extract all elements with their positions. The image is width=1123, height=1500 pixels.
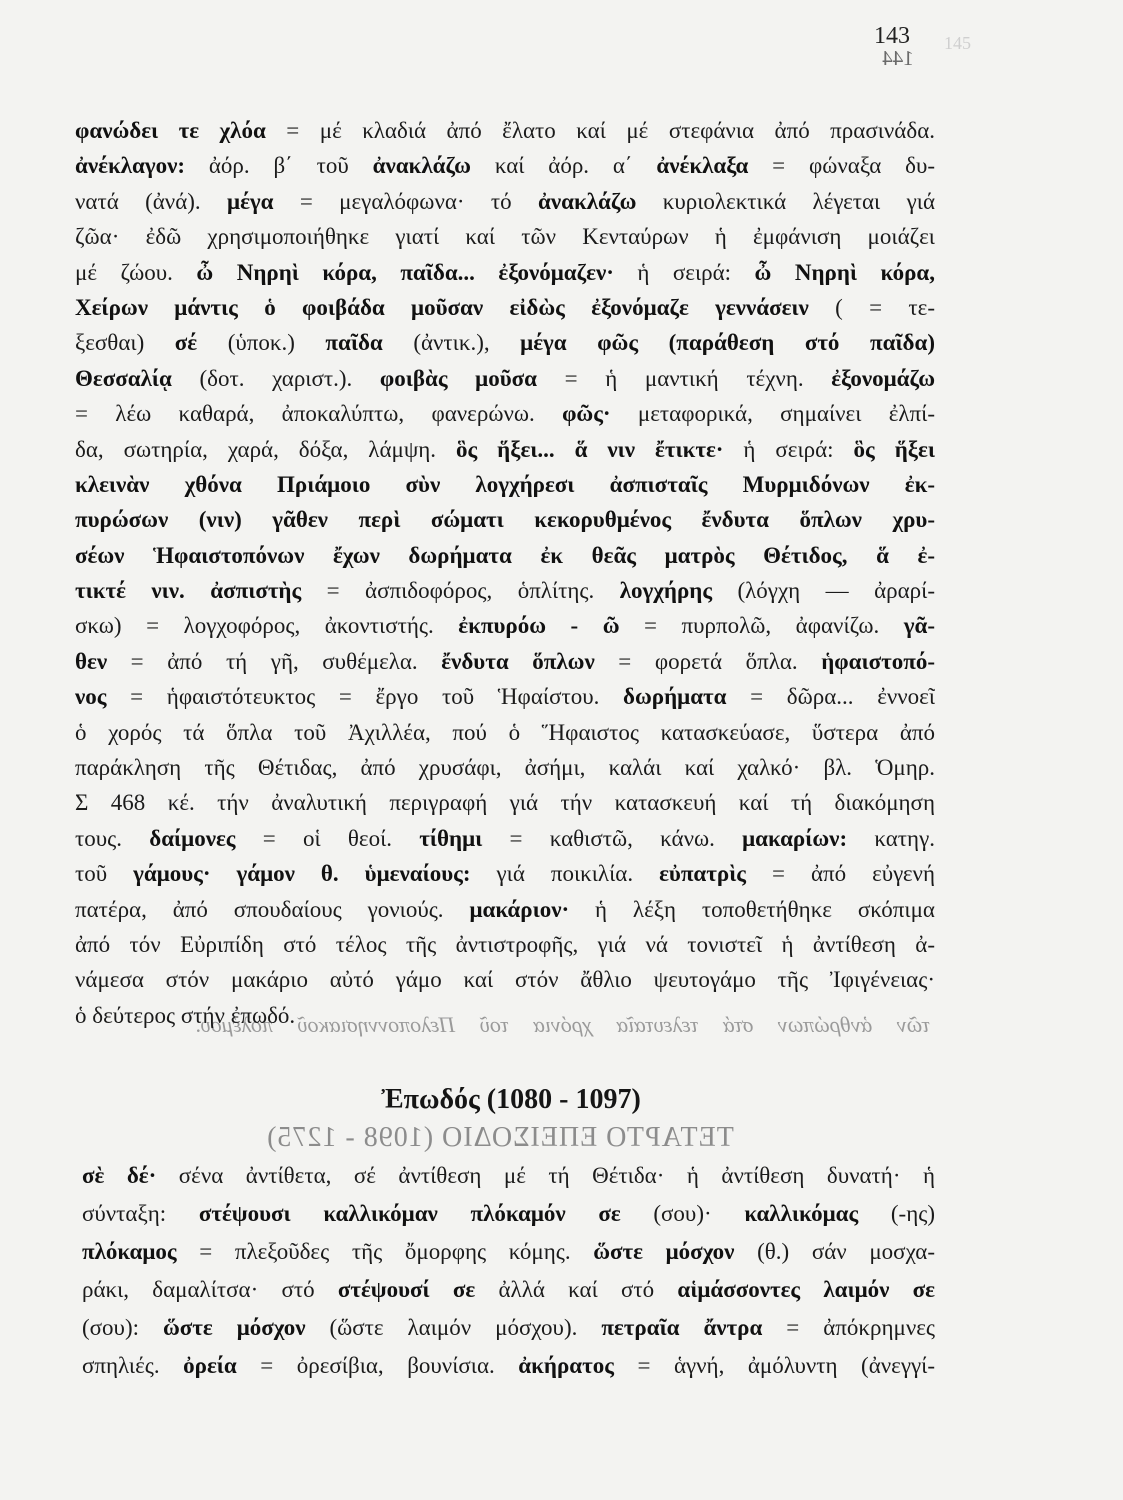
- lemma-term: ὃς ἥξει: [853, 436, 935, 462]
- gloss-text: ζῶα· ἐδῶ χρησιμοποιήθηκε γιατί καί τῶν Κενταύρων ἡ ἐμφάνιση μοιάζει: [75, 224, 935, 250]
- text-line: [75, 255, 935, 290]
- gloss-text: ἡ σειρά:: [613, 259, 755, 285]
- lemma-term: ἐκπυρόω - ῶ: [458, 613, 620, 639]
- lemma-term: μακαρίων:: [742, 825, 848, 851]
- lemma-term: ὃς ἥξει... ἅ νιν ἔτικτε·: [455, 436, 724, 462]
- lemma-term: ἀνέκλαγον:: [75, 153, 186, 179]
- text-line: [75, 184, 935, 219]
- lemma-term: γάμους· γάμον θ. ὑμεναίους:: [133, 861, 471, 887]
- lemma-term: φῶς·: [562, 401, 611, 427]
- gloss-text: = καθιστῶ, κάνω.: [482, 825, 743, 851]
- lemma-term: ἔνδυτα ὅπλων: [441, 648, 595, 674]
- text-line: [75, 998, 935, 1033]
- text-line: [75, 538, 935, 573]
- gloss-text: νάμεσα στόν μακάριο αὐτό γάμο καί στόν ἄθλιο ψευτογάμο τῆς Ἰφιγένειας·: [75, 967, 935, 993]
- gloss-text: καί ἀόρ. α΄: [471, 153, 657, 179]
- lemma-term: τίθημι: [419, 825, 483, 851]
- lemma-term: εὐπατρὶς: [659, 861, 747, 887]
- text-line: [75, 927, 935, 962]
- gloss-text: δα, σωτηρία, χαρά, δόξα, λάμψη.: [75, 436, 456, 462]
- section-text: [82, 1157, 935, 1385]
- text-line: [75, 962, 935, 997]
- gloss-text: (σου):: [82, 1315, 163, 1340]
- text-line: [75, 573, 935, 608]
- text-line: [82, 1309, 935, 1347]
- gloss-text: = ἀπόκρημνες: [762, 1315, 935, 1340]
- text-line: [75, 148, 935, 183]
- gloss-text: ἡ λέξη τοποθετήθηκε σκόπιμα: [569, 896, 935, 922]
- text-line: [82, 1233, 935, 1271]
- lemma-term: μέγα: [227, 188, 274, 214]
- gloss-text: ἀόρ. β΄ τοῦ: [185, 153, 373, 179]
- gloss-text: = ἀσπιδοφόρος, ὁπλίτης.: [301, 578, 620, 604]
- lemma-term: μέγα φῶς (παράθεση στό παῖδα): [520, 330, 935, 356]
- lemma-term: μακάριον·: [469, 896, 570, 922]
- lemma-term: ὦ Νηρηὶ κόρα,: [754, 259, 935, 285]
- lemma-term: δωρήματα: [623, 684, 727, 710]
- lemma-term: ἐξονομάζω: [831, 365, 935, 391]
- section-heading: Ἐπωδός (1080 - 1097): [381, 1084, 641, 1115]
- lemma-term: καλλικόμας: [744, 1201, 859, 1226]
- lemma-term: κλεινὰν χθόνα Πριάμοιο σὺν λογχήρεσι ἀσπισταῖς Μυρμιδόνων ἐκ-: [75, 471, 935, 497]
- lemma-term: σέ: [174, 330, 198, 356]
- lemma-term: ἀκήρατος: [518, 1353, 614, 1378]
- gloss-text: = οἱ θεοί.: [235, 825, 420, 851]
- gloss-text: ἀπό τόν Εὐριπίδη στό τέλος τῆς ἀντιστροφῆς, γιά νά τονιστεῖ ἡ ἀντίθεση ἀ-: [75, 931, 935, 957]
- text-line: [75, 113, 935, 148]
- lemma-term: παῖδα: [325, 330, 383, 356]
- gloss-text: = ἡφαιστότευκτος = ἔργο τοῦ Ἡφαίστου.: [106, 684, 624, 710]
- gloss-text: = μεγαλόφωνα· τό: [273, 188, 539, 214]
- lemma-term: πετραῖα ἄντρα: [601, 1315, 763, 1340]
- gloss-text: ἡ σειρά:: [723, 436, 854, 462]
- gloss-text: ( = τε-: [808, 294, 935, 320]
- text-line: [82, 1347, 935, 1385]
- lemma-term: τικτέ νιν. ἀσπιστὴς: [75, 578, 302, 604]
- text-line: [75, 396, 935, 431]
- bleed-through-heading: ΤΕΤΑΡΤΟ ΕΠΕΙΣΟΔΙΟ (1098 - 1275): [266, 1122, 734, 1153]
- lemma-term: στέψουσί σε: [337, 1277, 476, 1302]
- gloss-text: = λέω καθαρά, ἀποκαλύπτω, φανερώνω.: [75, 401, 563, 427]
- gloss-text: κατηγ.: [847, 825, 935, 851]
- gloss-text: = φορετά ὅπλα.: [594, 648, 822, 674]
- text-line: [82, 1157, 935, 1195]
- gloss-text: μέ ζώου.: [75, 259, 197, 285]
- lemma-term: λογχήρης: [619, 578, 713, 604]
- gloss-text: τοῦ: [75, 861, 134, 887]
- lemma-term: ὦ Νηρηὶ κόρα, παῖδα... ἐξονόμαζεν·: [196, 259, 614, 285]
- gloss-text: ὁ χορός τά ὅπλα τοῦ Ἀχιλλέα, πού ὁ Ἥφαιστος κατασκεύασε, ὕστερα ἀπό: [75, 719, 935, 745]
- bleed-through-line: τῶν ἀνθρώπων στά τελευταῖα χρόνια τοῦ Πελοποννησιακοῦ πολέμου.: [195, 1012, 930, 1037]
- gloss-text: (σου)·: [620, 1201, 745, 1226]
- gloss-text: (ὥστε λαιμόν μόσχου).: [305, 1315, 602, 1340]
- gloss-text: Σ 468 κέ. τήν ἀναλυτική περιγραφή γιά τήν κατασκευή καί τή διακόμηση: [75, 790, 935, 816]
- gloss-text: μεταφορικά, σημαίνει ἐλπί-: [610, 401, 935, 427]
- gloss-text: (-ης): [858, 1201, 935, 1226]
- lemma-term: ἀνέκλαξα: [656, 153, 749, 179]
- text-line: [75, 290, 935, 325]
- gloss-text: (ὑποκ.): [197, 330, 326, 356]
- lemma-term: ἀνακλάζω: [372, 153, 471, 179]
- gloss-text: = δῶρα... ἐννοεῖ: [726, 684, 935, 710]
- gloss-text: σκω) = λογχοφόρος, ἀκοντιστής.: [75, 613, 459, 639]
- lemma-term: ὀρεία: [183, 1353, 237, 1378]
- text-line: [75, 608, 935, 643]
- faint-page-number: 145: [944, 33, 971, 53]
- text-line: [75, 502, 935, 537]
- lemma-term: φοιβὰς μοῦσα: [379, 365, 538, 391]
- gloss-text: = ἀπό εὐγενή: [746, 861, 935, 887]
- text-line: [75, 821, 935, 856]
- gloss-text: = ἁγνή, ἀμόλυντη (ἀνεγγί-: [613, 1353, 935, 1378]
- text-line: [82, 1271, 935, 1309]
- gloss-text: (ἀντικ.),: [382, 330, 521, 356]
- lemma-term: σέων Ἡφαιστοπόνων ἔχων δωρήματα ἐκ θεᾶς ματρὸς Θέτιδος, ἅ ἐ-: [75, 542, 935, 568]
- gloss-text: = ὀρεσίβια, βουνίσια.: [236, 1353, 519, 1378]
- lemma-term: θεν: [75, 648, 108, 674]
- gloss-text: = μέ κλαδιά ἀπό ἔλατο καί μέ στεφάνια ἀπό πρασινάδα.: [265, 118, 935, 143]
- text-line: [75, 785, 935, 820]
- page-number: 143: [874, 23, 910, 49]
- lemma-term: ἀνακλάζω: [538, 188, 637, 214]
- commentary-text: [75, 113, 935, 1033]
- lemma-term: Θεσσαλίᾳ: [75, 365, 172, 391]
- text-line: [75, 892, 935, 927]
- gloss-text: παράκληση τῆς Θέτιδας, ἀπό χρυσάφι, ἀσήμι, καλάι καί χαλκό· βλ. Ὁμηρ.: [75, 755, 935, 781]
- gloss-text: σπηλιές.: [82, 1353, 184, 1378]
- gloss-text: πατέρα, ἀπό σπουδαίους γονιούς.: [75, 896, 470, 922]
- lemma-term: Χείρων μάντις ὁ φοιβάδα μοῦσαν εἰδὼς ἐξονόμαζε γεννάσειν: [75, 294, 809, 320]
- gloss-text: = πυρπολῶ, ἀφανίζω.: [619, 613, 904, 639]
- bleed-through-page-number: 144: [882, 46, 914, 70]
- gloss-text: = πλεξοῦδες τῆς ὄμορφης κόμης.: [176, 1239, 594, 1264]
- lemma-term: ὥστε μόσχον: [162, 1315, 306, 1340]
- gloss-text: ράκι, δαμαλίτσα· στό: [82, 1277, 338, 1302]
- gloss-text: σύνταξη:: [82, 1201, 199, 1226]
- lemma-term: αἱμάσσοντες λαιμόν σε: [677, 1277, 935, 1302]
- text-line: [75, 432, 935, 467]
- gloss-text: γιά ποικιλία.: [470, 861, 660, 887]
- lemma-term: νος: [75, 684, 107, 710]
- text-line: [75, 715, 935, 750]
- gloss-text: (δοτ. χαριστ.).: [171, 365, 380, 391]
- gloss-text: κυριολεκτικά λέγεται γιά: [636, 188, 935, 214]
- text-line: [82, 1195, 935, 1233]
- gloss-text: ἀλλά καί στό: [475, 1277, 678, 1302]
- lemma-term: ἡφαιστοπό-: [821, 648, 935, 674]
- lemma-term: σὲ δέ·: [82, 1163, 157, 1188]
- text-line: [75, 219, 935, 254]
- gloss-text: = φώναξα δυ-: [748, 153, 935, 179]
- lemma-term: ὥστε μόσχον: [593, 1239, 735, 1264]
- lemma-term: πλόκαμος: [82, 1239, 177, 1264]
- gloss-text: ξεσθαι): [75, 330, 175, 356]
- lemma-term: δαίμονες: [149, 825, 236, 851]
- gloss-text: σένα ἀντίθετα, σέ ἀντίθεση μέ τή Θέτιδα· ἡ ἀντίθεση δυνατή· ἡ: [156, 1163, 935, 1188]
- gloss-text: νατά (ἀνά).: [75, 188, 228, 214]
- text-line: [75, 644, 935, 679]
- gloss-text: (θ.) σάν μοσχα-: [734, 1239, 935, 1264]
- text-line: [75, 467, 935, 502]
- lemma-term: πυρώσων (νιν) γᾶθεν περὶ σώματι κεκορυθμένος ἔνδυτα ὅπλων χρυ-: [75, 507, 935, 533]
- text-line: [75, 679, 935, 714]
- lemma-term: φανώδει τε χλόα: [75, 118, 266, 143]
- gloss-text: τους.: [75, 825, 150, 851]
- gloss-text: ὁ δεύτερος στήν ἐπωδό.: [75, 1002, 296, 1028]
- gloss-text: (λόγχη — ἀραρί-: [712, 578, 935, 604]
- text-line: [75, 856, 935, 891]
- text-line: [75, 361, 935, 396]
- gloss-text: = ἡ μαντική τέχνη.: [537, 365, 832, 391]
- text-line: [75, 750, 935, 785]
- lemma-term: στέψουσι καλλικόμαν πλόκαμόν σε: [198, 1201, 621, 1226]
- gloss-text: = ἀπό τή γῆ, συθέμελα.: [107, 648, 442, 674]
- lemma-term: γᾶ-: [903, 613, 935, 639]
- text-line: [75, 325, 935, 360]
